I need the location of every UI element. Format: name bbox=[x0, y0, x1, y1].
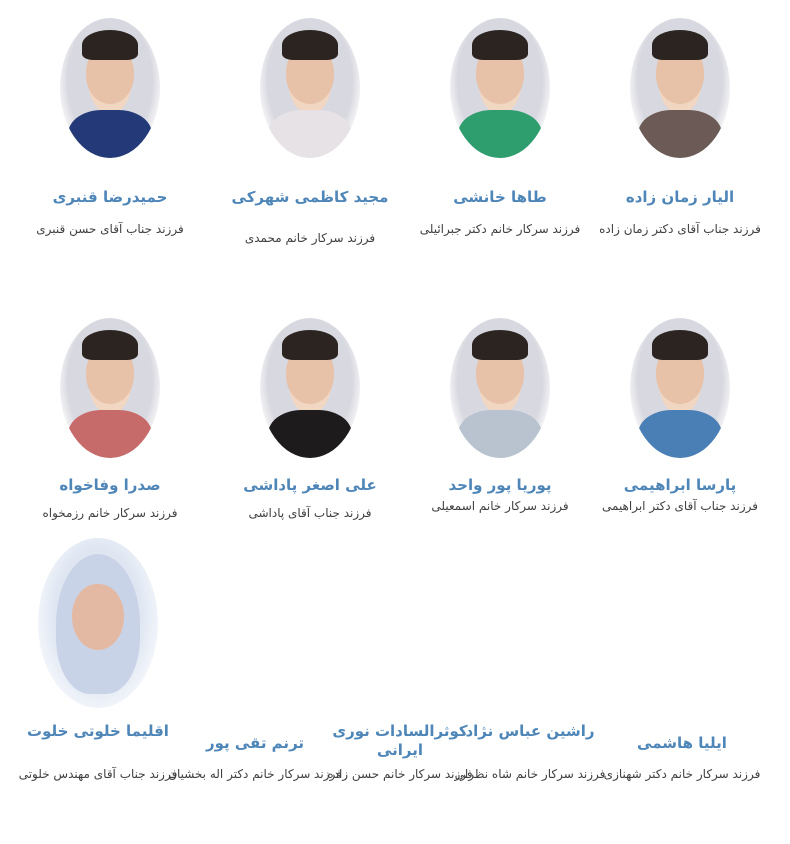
student-name: اقلیما خلوتی خلوت bbox=[27, 722, 169, 740]
student-name: علی اصغر پاداشی bbox=[243, 476, 377, 494]
student-desc: فرزند سرکار خانم دکتر جبرائیلی bbox=[419, 222, 581, 236]
student-photo bbox=[630, 318, 730, 458]
student-photo bbox=[450, 318, 550, 458]
student-desc: فرزند سرکار خانم محمدی bbox=[244, 231, 376, 245]
student-desc: فرزند جناب آقای دکتر زمان زاده bbox=[599, 222, 761, 236]
student-desc: فرزند جناب آقای پاداشی bbox=[248, 506, 372, 520]
student-photo bbox=[60, 318, 160, 458]
student-name: ایلیا هاشمی bbox=[637, 734, 727, 752]
student-name: پارسا ابراهیمی bbox=[623, 476, 737, 494]
student-name: صدرا وفاخواه bbox=[59, 476, 161, 494]
student-photo bbox=[260, 318, 360, 458]
student-name: پوریا پور واحد bbox=[448, 476, 552, 494]
student-desc: فرزند سرکار خانم رزمخواه bbox=[42, 506, 178, 520]
student-photo bbox=[450, 18, 550, 158]
student-card-12 bbox=[165, 734, 345, 814]
student-desc: فرزند سرکار خانم دکتر اله بخشیان bbox=[168, 767, 342, 781]
student-card-5 bbox=[590, 318, 770, 548]
student-desc: فرزند سرکار خانم حسن زاده bbox=[327, 767, 473, 781]
student-desc: فرزند سرکار خانم دکتر شهنازی bbox=[603, 767, 761, 781]
student-name: حمیدرضا قنبری bbox=[52, 188, 168, 206]
student-photo bbox=[260, 18, 360, 158]
student-desc: فرزند سرکار خانم اسمعیلی bbox=[431, 499, 569, 513]
student-name: راشین عباس نژاد bbox=[465, 722, 595, 740]
student-desc: فرزند جناب آقای دکتر ابراهیمی bbox=[602, 499, 758, 513]
student-desc: فرزند سرکار خانم شاه نظرلی bbox=[454, 767, 606, 781]
student-desc: فرزند جناب آقای حسن قنبری bbox=[36, 222, 184, 236]
student-card-3 bbox=[220, 18, 400, 278]
student-name: طاها خانشی bbox=[453, 188, 547, 206]
student-name: الیار زمان زاده bbox=[625, 188, 735, 206]
student-card-6 bbox=[410, 318, 590, 548]
student-photo bbox=[38, 538, 158, 708]
student-card-8 bbox=[20, 318, 200, 548]
student-name: ترنم تقی پور bbox=[205, 734, 305, 752]
student-name: کوثرالسادات نوری ایرانی bbox=[332, 722, 468, 759]
student-name: مجید کاظمی شهرکی bbox=[231, 188, 389, 206]
student-photo bbox=[60, 18, 160, 158]
student-card-4 bbox=[20, 18, 200, 278]
student-card-2 bbox=[410, 18, 590, 278]
student-photo bbox=[630, 18, 730, 158]
student-card-13 bbox=[8, 538, 188, 808]
student-desc: فرزند جناب آقای مهندس خلوتی bbox=[18, 767, 178, 781]
student-card-1 bbox=[590, 18, 770, 278]
student-card-7 bbox=[220, 318, 400, 548]
